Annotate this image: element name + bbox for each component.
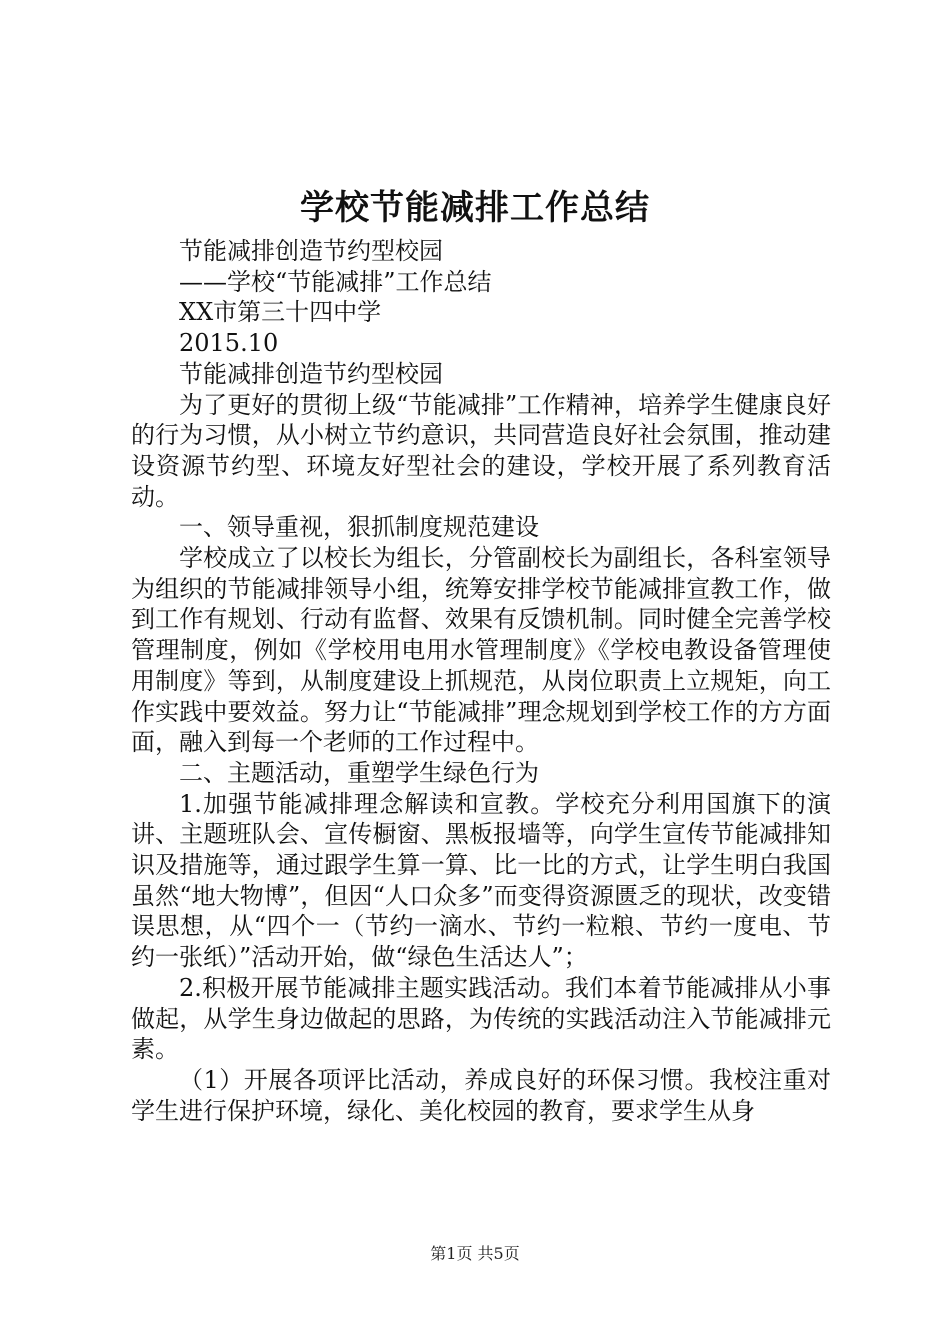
date-line: 2015.10 [179,329,279,358]
section-heading: 一、领导重视，狠抓制度规范建设 [179,513,539,542]
document-title: 学校节能减排工作总结 [300,188,650,228]
paragraph: 1.加强节能减排理念解读和宣教。学校充分利用国旗下的演讲、主题班队会、宣传橱窗、黑板报墙等，向学生宣传节能减排知识及措施等，通过跟学生算一算、比一比的方式，让学生明白我国虽然“地大物博”，但因“人口众多”而变得资源匮乏的现状，改变错误思想，从“四个一（节约一滴水、节约一粒粮、节约一度电、节约一张纸）”活动开始，做“绿色生活达人”； [131,789,831,972]
section-heading: 二、主题活动，重塑学生绿色行为 [179,758,539,787]
document-body [131,236,831,1126]
paragraph-intro: 为了更好的贯彻上级“节能减排”工作精神，培养学生健康良好的行为习惯，从小树立节约意识，共同营造良好社会氛围，推动建设资源节约型、环境友好型社会的建设，学校开展了系列教育活动。 [131,390,831,511]
paragraph: 学校成立了以校长为组长，分管副校长为副组长，各科室领导为组织的节能减排领导小组，统筹安排学校节能减排宣教工作，做到工作有规划、行动有监督、效果有反馈机制。同时健全完善学校管理制度，例如《学校用电用水管理制度》《学校电教设备管理使用制度》等到，从制度建设上抓规范，从岗位职责上立规矩，向工作实践中要效益。努力让“节能减排”理念规划到学校工作的方方面面，融入到每一个老师的工作过程中。 [131,544,831,757]
subtitle-line: ——学校“节能减排”工作总结 [179,267,492,296]
page-footer: 第1页 共5页 [430,1244,520,1263]
school-name-line: XX市第三十四中学 [179,298,382,327]
paragraph: （1）开展各项评比活动，养成良好的环保习惯。我校注重对学生进行保护环境，绿化、美化校园的教育，要求学生从身 [131,1065,831,1125]
paragraph: 2.积极开展节能减排主题实践活动。我们本着节能减排从小事做起，从学生身边做起的思路，为传统的实践活动注入节能减排元素。 [131,973,831,1064]
subtitle-line: 节能减排创造节约型校园 [179,237,443,265]
subtitle-line: 节能减排创造节约型校园 [179,359,443,388]
